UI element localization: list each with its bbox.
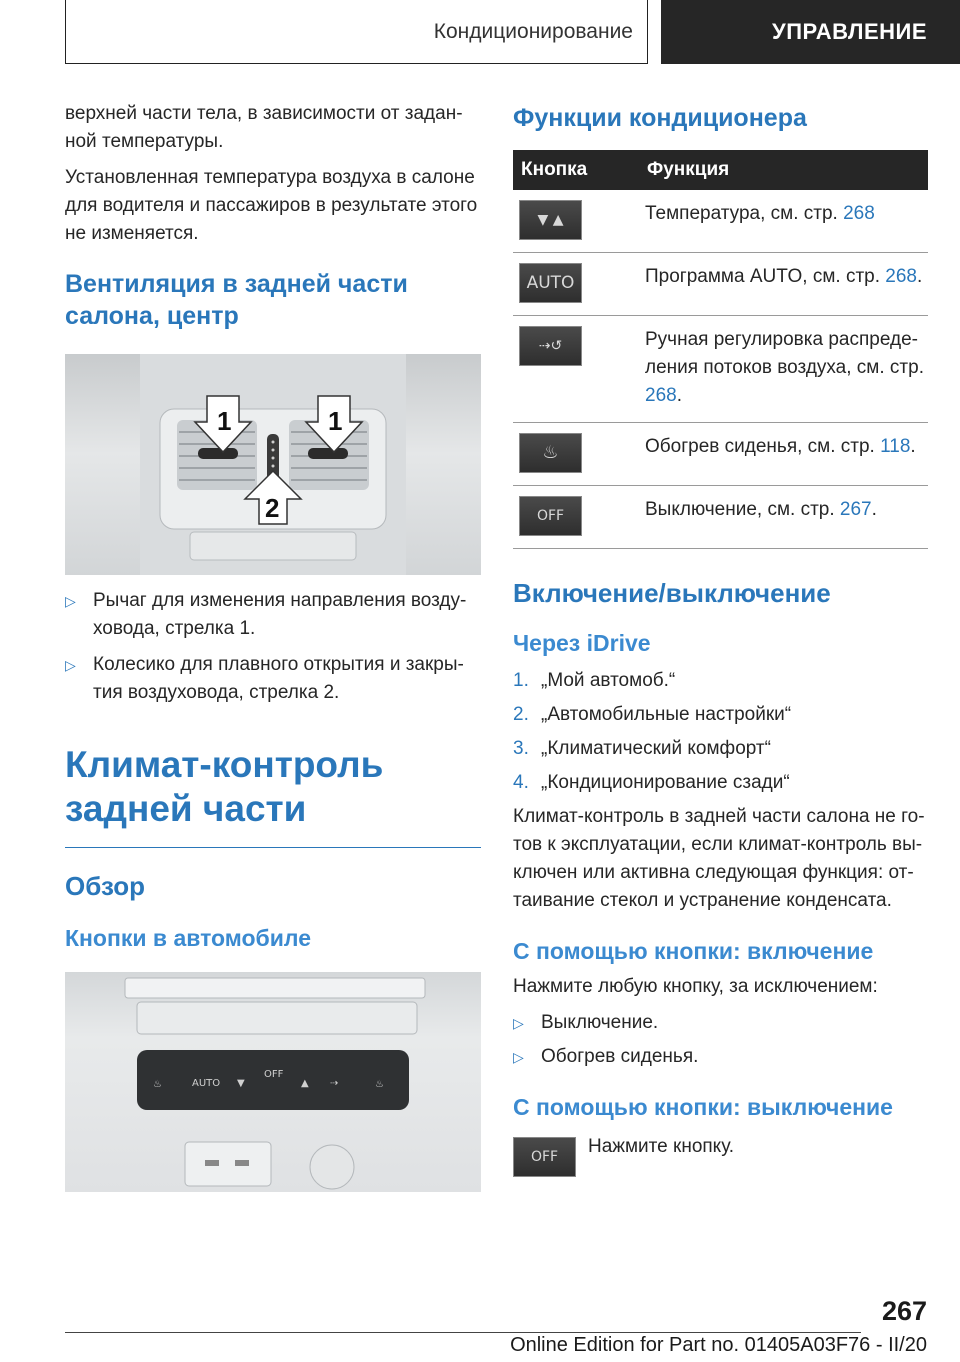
- step-text: „Климатический комфорт“: [541, 738, 771, 759]
- svg-text:▼: ▼: [237, 1078, 245, 1089]
- bullet-text: Выключение.: [541, 1012, 659, 1033]
- step-text: „Автомобильные настройки“: [541, 704, 792, 725]
- function-text: Температура, см. стр.: [645, 203, 844, 224]
- bullet-text: Рычаг для изменения направления возду-ховода, стрелка 1.: [93, 590, 467, 639]
- rear-panel-illustration: [65, 972, 481, 1192]
- panel-auto-label: AUTO: [192, 1078, 221, 1089]
- off-icon: OFF: [519, 496, 582, 536]
- left-column: [65, 100, 481, 1192]
- bullet-text: Колесико для плавного открытия и закры-тия воздуховода, стрелка 2.: [93, 654, 464, 703]
- function-text: Выключение, см. стр.: [645, 499, 840, 520]
- rear-vent-illustration: [65, 354, 481, 575]
- step-number: 1.: [513, 670, 529, 691]
- step-number: 4.: [513, 772, 529, 793]
- heading-rear-climate: Климат-контроль задней части: [65, 744, 384, 829]
- heading-rear-ventilation: Вентиляция в задней части салона, центр: [65, 270, 408, 330]
- triangle-bullet-icon: ▷: [513, 1015, 524, 1031]
- header-chapter-title: УПРАВЛЕНИЕ: [772, 19, 927, 44]
- off-icon: OFF: [513, 1137, 576, 1177]
- page-link[interactable]: 267: [839, 499, 872, 520]
- vent-arrow-label-1a: 1: [217, 406, 232, 436]
- step-text: „Кондиционирование сзади“: [541, 772, 790, 793]
- table-row: [513, 423, 928, 486]
- paragraph-upper-body: верхней части тела, в зависимости от задан-ной температуры.: [65, 103, 463, 152]
- airflow-distribution-icon: ⇢↺: [519, 326, 582, 366]
- header-chapter: [661, 0, 960, 64]
- rear-vent-photo: [65, 354, 481, 575]
- paragraph-climate-availability: Климат-контроль в задней части салона не го-тов к эксплуатации, если климат-контроль вы-ключен или активна следующая функция: от-таивание стекол и устранение конденсата.: [513, 806, 925, 911]
- function-text: Программа AUTO, см. стр.: [645, 266, 886, 287]
- triangle-bullet-icon: ▷: [513, 1049, 524, 1065]
- heading-button-off: С помощью кнопки: выключение: [513, 1094, 893, 1120]
- triangle-bullet-icon: ▷: [65, 593, 76, 609]
- function-tail: .: [916, 266, 923, 287]
- paragraph-temperature-note: Установленная температура воздуха в салоне для водителя и пассажиров в результате этого не изменяется.: [65, 167, 478, 244]
- function-tail: .: [676, 385, 682, 406]
- paragraph-press-any: Нажмите любую кнопку, за исключением:: [513, 976, 878, 997]
- section-divider: [65, 847, 481, 848]
- table-header-function: Функция: [639, 150, 928, 190]
- auto-icon: AUTO: [519, 263, 582, 303]
- list-item: [513, 1009, 928, 1037]
- list-item: [513, 667, 928, 695]
- right-column: [513, 100, 928, 1177]
- functions-table: [513, 150, 928, 549]
- header-section: [65, 0, 648, 64]
- rear-panel-photo: [65, 972, 481, 1192]
- temperature-arrows-icon: ▼ ▲: [519, 200, 582, 240]
- paragraph-press-button: Нажмите кнопку.: [588, 1136, 735, 1157]
- function-text: Обогрев сиденья, см. стр.: [645, 436, 881, 457]
- table-row: [513, 486, 928, 549]
- page-link[interactable]: 118: [880, 436, 911, 457]
- step-number: 3.: [513, 738, 529, 759]
- svg-text:♨: ♨: [375, 1079, 384, 1090]
- table-row: [513, 190, 928, 253]
- vent-arrow-label-2: 2: [265, 493, 280, 523]
- page-link[interactable]: 268: [645, 385, 677, 406]
- heading-ac-functions: Функции кондиционера: [513, 104, 807, 132]
- list-item: [65, 651, 481, 707]
- function-tail: .: [910, 436, 916, 457]
- list-item: [513, 1043, 928, 1071]
- list-item: [513, 769, 928, 797]
- table-row: [513, 253, 928, 316]
- svg-text:♨: ♨: [153, 1079, 162, 1090]
- off-instruction: [513, 1137, 928, 1177]
- triangle-bullet-icon: ▷: [65, 657, 76, 673]
- heading-overview: Обзор: [65, 871, 145, 901]
- step-number: 2.: [513, 704, 529, 725]
- heading-on-off: Включение/выключение: [513, 578, 831, 608]
- bullet-text: Обогрев сиденья.: [541, 1046, 699, 1067]
- vent-arrow-label-1b: 1: [328, 406, 343, 436]
- page-number: 267: [881, 1296, 927, 1326]
- table-row: [513, 316, 928, 423]
- heading-via-idrive: Через iDrive: [513, 630, 651, 656]
- panel-off-label: OFF: [264, 1069, 284, 1080]
- function-text: Ручная регулировка распреде-ления потоков воздуха, см. стр.: [645, 329, 924, 378]
- seat-heating-icon: ♨: [519, 433, 582, 473]
- footer-divider: [65, 1332, 861, 1333]
- heading-button-on: С помощью кнопки: включение: [513, 938, 874, 964]
- list-item: [513, 735, 928, 763]
- header-section-title: Кондиционирование: [433, 19, 633, 43]
- edition-note: Online Edition for Part no. 01405A03F76 - II/20: [510, 1334, 927, 1356]
- list-item: [513, 701, 928, 729]
- table-header-button: Кнопка: [513, 150, 639, 190]
- page-link[interactable]: 268: [885, 266, 917, 287]
- heading-car-buttons: Кнопки в автомобиле: [65, 925, 311, 951]
- idrive-steps: [513, 667, 928, 797]
- step-text: „Мой автомоб.“: [541, 670, 676, 691]
- page-link[interactable]: 268: [843, 203, 875, 224]
- svg-text:⇢: ⇢: [330, 1078, 339, 1089]
- function-tail: .: [871, 499, 877, 520]
- list-item: [65, 587, 481, 643]
- svg-text:▲: ▲: [301, 1078, 309, 1089]
